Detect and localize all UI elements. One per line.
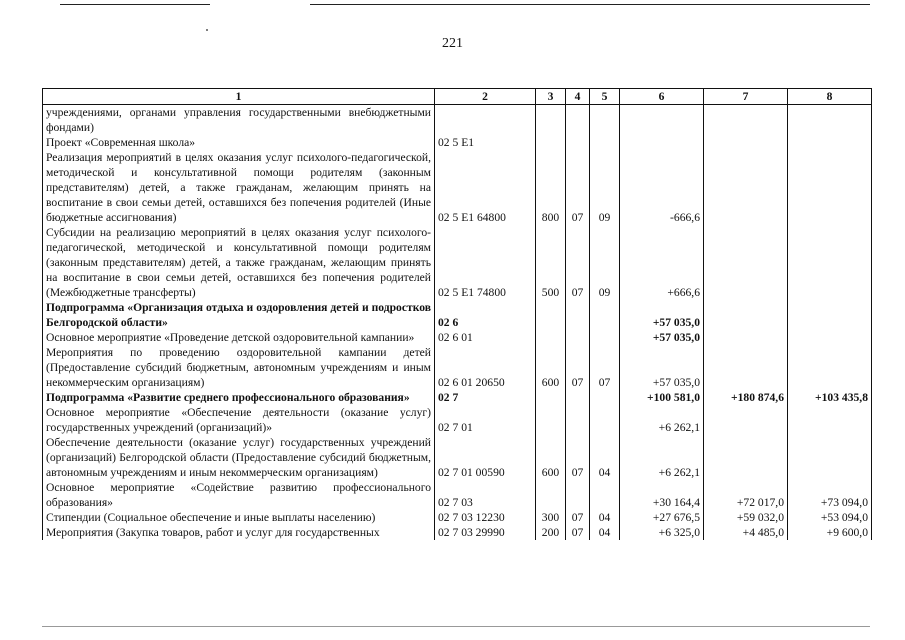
- col-header-4: 4: [566, 89, 590, 105]
- row-name: Мероприятия по проведению оздоровительной кампании детей (Предоставление субсидий бюджетным, автономным учреждениям и иным некоммерческим организациям): [43, 345, 435, 390]
- row-section: [566, 300, 590, 330]
- row-expense-type: 200: [536, 525, 566, 540]
- row-code: 02 7 03: [435, 480, 536, 510]
- scan-bottom-edge: [42, 626, 870, 627]
- table-row: [43, 510, 872, 525]
- row-value-col7: [704, 300, 788, 330]
- row-value-col8: [788, 150, 872, 225]
- row-subsection: 07: [590, 345, 620, 390]
- row-expense-type: [536, 135, 566, 150]
- row-section: 07: [566, 345, 590, 390]
- row-value-col6: -666,6: [620, 150, 704, 225]
- row-value-col8: [788, 405, 872, 435]
- row-subsection: [590, 105, 620, 136]
- row-code: 02 6: [435, 300, 536, 330]
- table-row: [43, 105, 872, 136]
- row-name: Субсидии на реализацию мероприятий в целях оказания услуг психолого-педагогической, методической и консультативной помощи родителям (законным представителям) детей, а также гражданам, желающим принять на воспитание в свои семьи детей, оставшихся без попечения родителей (Межбюджетные трансферты): [43, 225, 435, 300]
- table-row: [43, 330, 872, 345]
- col-header-3: 3: [536, 89, 566, 105]
- row-value-col6: +27 676,5: [620, 510, 704, 525]
- table-row: [43, 390, 872, 405]
- table-row: [43, 135, 872, 150]
- row-value-col6: +57 035,0: [620, 330, 704, 345]
- row-value-col8: +103 435,8: [788, 390, 872, 405]
- row-name: Основное мероприятие «Обеспечение деятельности (оказание услуг) государственных учреждений (организаций)»: [43, 405, 435, 435]
- row-value-col7: [704, 150, 788, 225]
- row-value-col6: +6 325,0: [620, 525, 704, 540]
- row-expense-type: [536, 405, 566, 435]
- header-row: [43, 89, 872, 105]
- row-value-col7: [704, 135, 788, 150]
- row-code: 02 7: [435, 390, 536, 405]
- row-subsection: 09: [590, 225, 620, 300]
- row-section: 07: [566, 435, 590, 480]
- row-value-col8: [788, 225, 872, 300]
- row-name: Подпрограмма «Организация отдыха и оздоровления детей и подростков Белгородской области»: [43, 300, 435, 330]
- row-name: Реализация мероприятий в целях оказания услуг психолого-педагогической, методической и консультативной помощи родителям (законным представителям) детей, а также гражданам, желающим принять на воспитание в свои семьи детей, оставшихся без попечения родителей (Иные бюджетные ассигнования): [43, 150, 435, 225]
- row-subsection: 04: [590, 435, 620, 480]
- row-subsection: 09: [590, 150, 620, 225]
- row-section: [566, 105, 590, 136]
- row-code: 02 7 01: [435, 405, 536, 435]
- row-expense-type: 600: [536, 435, 566, 480]
- col-header-5: 5: [590, 89, 620, 105]
- row-code: 02 6 01: [435, 330, 536, 345]
- row-name: Основное мероприятие «Проведение детской оздоровительной кампании»: [43, 330, 435, 345]
- table-row: [43, 525, 872, 540]
- row-name: учреждениями, органами управления государственными внебюджетными фондами): [43, 105, 435, 136]
- scan-speck: [206, 29, 208, 31]
- row-subsection: [590, 405, 620, 435]
- row-code: [435, 105, 536, 136]
- table-row: [43, 405, 872, 435]
- row-value-col8: [788, 105, 872, 136]
- row-value-col6: [620, 135, 704, 150]
- row-subsection: [590, 390, 620, 405]
- page-number: 221: [442, 36, 463, 51]
- row-section: 07: [566, 225, 590, 300]
- row-value-col7: +4 485,0: [704, 525, 788, 540]
- row-value-col7: [704, 405, 788, 435]
- row-value-col7: +180 874,6: [704, 390, 788, 405]
- row-expense-type: 600: [536, 345, 566, 390]
- table-row: [43, 480, 872, 510]
- row-name: Подпрограмма «Развитие среднего профессионального образования»: [43, 390, 435, 405]
- row-code: 02 7 03 29990: [435, 525, 536, 540]
- row-code: 02 5 E1 74800: [435, 225, 536, 300]
- row-value-col7: [704, 345, 788, 390]
- row-value-col8: +9 600,0: [788, 525, 872, 540]
- row-expense-type: 500: [536, 225, 566, 300]
- table-row: [43, 150, 872, 225]
- row-value-col6: +6 262,1: [620, 405, 704, 435]
- row-section: [566, 135, 590, 150]
- row-expense-type: 300: [536, 510, 566, 525]
- table-row: [43, 345, 872, 390]
- row-subsection: 04: [590, 525, 620, 540]
- table-row: [43, 435, 872, 480]
- row-subsection: [590, 480, 620, 510]
- row-value-col6: +6 262,1: [620, 435, 704, 480]
- row-code: 02 7 03 12230: [435, 510, 536, 525]
- row-code: 02 6 01 20650: [435, 345, 536, 390]
- row-section: 07: [566, 525, 590, 540]
- row-subsection: [590, 135, 620, 150]
- row-code: 02 7 01 00590: [435, 435, 536, 480]
- col-header-1: 1: [43, 89, 435, 105]
- row-value-col6: [620, 105, 704, 136]
- row-value-col7: [704, 330, 788, 345]
- row-subsection: 04: [590, 510, 620, 525]
- row-name: Мероприятия (Закупка товаров, работ и услуг для государственных: [43, 525, 435, 540]
- scan-top-edge: [60, 4, 210, 5]
- row-value-col6: +30 164,4: [620, 480, 704, 510]
- row-expense-type: [536, 330, 566, 345]
- row-value-col8: +53 094,0: [788, 510, 872, 525]
- row-subsection: [590, 300, 620, 330]
- row-name: Проект «Современная школа»: [43, 135, 435, 150]
- col-header-8: 8: [788, 89, 872, 105]
- col-header-7: 7: [704, 89, 788, 105]
- row-section: 07: [566, 150, 590, 225]
- row-value-col8: +73 094,0: [788, 480, 872, 510]
- table-row: [43, 225, 872, 300]
- row-value-col7: [704, 225, 788, 300]
- row-expense-type: 800: [536, 150, 566, 225]
- row-value-col6: +57 035,0: [620, 345, 704, 390]
- row-value-col8: [788, 330, 872, 345]
- row-name: Стипендии (Социальное обеспечение и иные выплаты населению): [43, 510, 435, 525]
- row-value-col8: [788, 300, 872, 330]
- row-value-col6: +100 581,0: [620, 390, 704, 405]
- row-value-col7: [704, 105, 788, 136]
- row-expense-type: [536, 390, 566, 405]
- row-expense-type: [536, 480, 566, 510]
- row-value-col8: [788, 435, 872, 480]
- row-value-col7: +72 017,0: [704, 480, 788, 510]
- scan-top-edge: [310, 4, 870, 5]
- col-header-6: 6: [620, 89, 704, 105]
- table-row: [43, 300, 872, 330]
- col-header-2: 2: [435, 89, 536, 105]
- row-code: 02 5 E1: [435, 135, 536, 150]
- row-code: 02 5 E1 64800: [435, 150, 536, 225]
- row-value-col6: +57 035,0: [620, 300, 704, 330]
- row-section: [566, 330, 590, 345]
- row-name: Основное мероприятие «Содействие развитию профессионального образования»: [43, 480, 435, 510]
- row-value-col7: +59 032,0: [704, 510, 788, 525]
- row-section: [566, 390, 590, 405]
- budget-table: [42, 88, 872, 540]
- row-value-col8: [788, 135, 872, 150]
- row-section: 07: [566, 510, 590, 525]
- row-value-col6: +666,6: [620, 225, 704, 300]
- row-name: Обеспечение деятельности (оказание услуг) государственных учреждений (организаций) Белгородской области (Предоставление субсидий бюджетным, автономным учреждениям и иным некоммерческим организациям): [43, 435, 435, 480]
- row-expense-type: [536, 105, 566, 136]
- row-section: [566, 480, 590, 510]
- row-value-col7: [704, 435, 788, 480]
- row-expense-type: [536, 300, 566, 330]
- row-subsection: [590, 330, 620, 345]
- row-value-col8: [788, 345, 872, 390]
- row-section: [566, 405, 590, 435]
